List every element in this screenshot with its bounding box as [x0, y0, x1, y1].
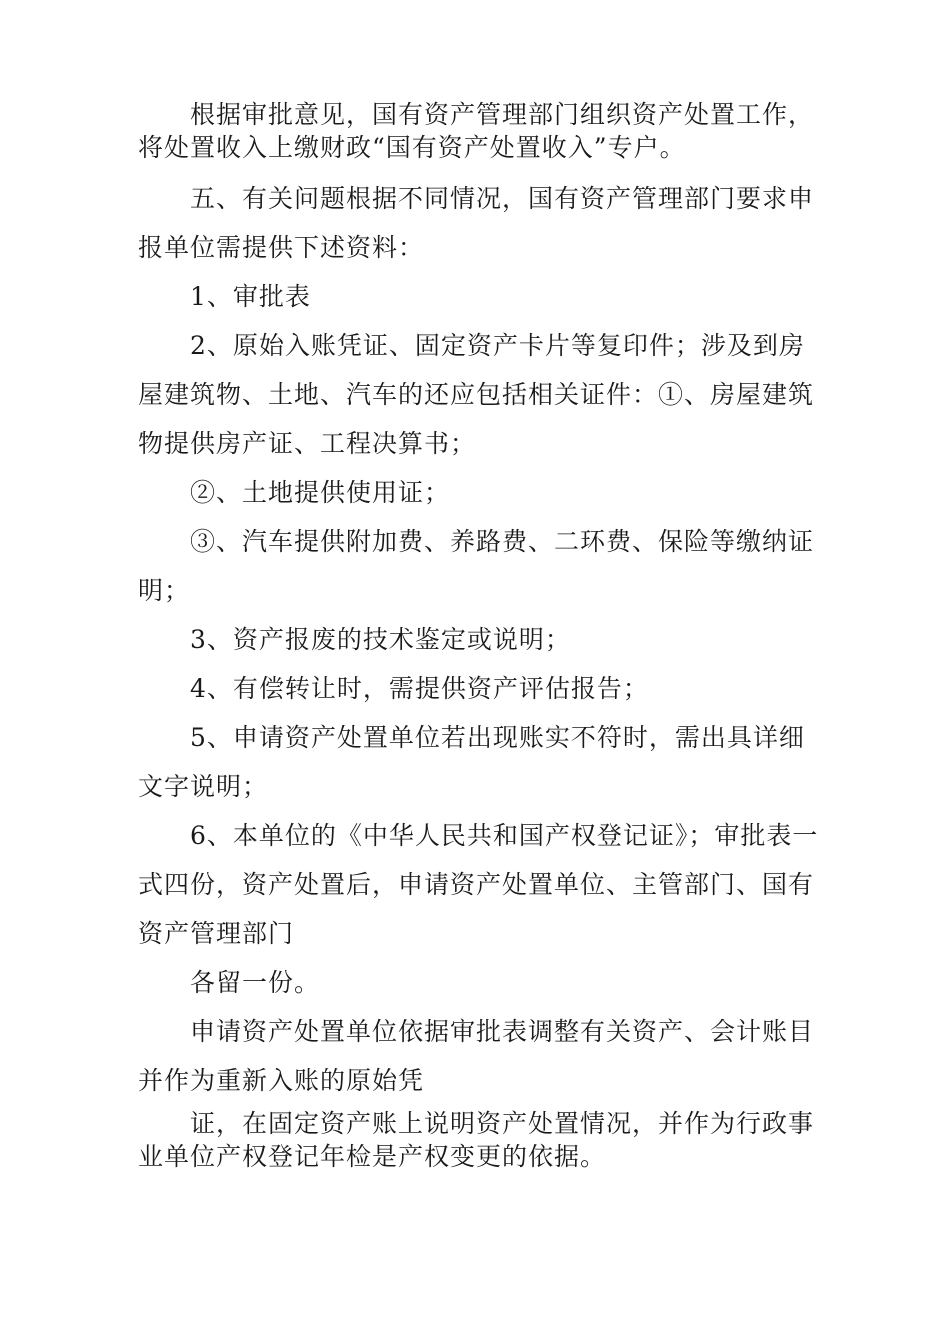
paragraph-adjust-accounts: 申请资产处置单位依据审批表调整有关资产、会计账目并作为重新入账的原始凭	[138, 1017, 815, 1095]
list-item-scrap-appraisal: 3、资产报废的技术鉴定或说明；	[190, 625, 571, 654]
list-item-land-certificate: ②、土地提供使用证；	[190, 478, 451, 507]
list-item-property-certificate: 6、本单位的《中华人民共和国产权登记证》；审批表一式四份，资产处置后，申请资产处置单位、主管部门、国有资产管理部门	[138, 821, 819, 948]
paragraph-copies-kept: 各留一份。	[190, 968, 321, 997]
document-body	[138, 98, 828, 1173]
list-item-valuation-report: 4、有偿转让时，需提供资产评估报告；	[190, 674, 649, 703]
list-item-discrepancy-note: 5、申请资产处置单位若出现账实不符时，需出具详细文字说明；	[138, 723, 805, 801]
list-item-approval-form: 1、审批表	[190, 282, 311, 311]
paragraph-registration-basis: 证，在固定资产账上说明资产处置情况，并作为行政事业单位产权登记年检是产权变更的依据。	[138, 1109, 815, 1171]
list-item-vehicle-proof: ③、汽车提供附加费、养路费、二环费、保险等缴纳证明；	[138, 527, 815, 605]
list-item-original-vouchers: 2、原始入账凭证、固定资产卡片等复印件；涉及到房屋建筑物、土地、汽车的还应包括相关证件：①、房屋建筑物提供房产证、工程决算书；	[138, 331, 815, 458]
paragraph-disposal-approval: 根据审批意见，国有资产管理部门组织资产处置工作，将处置收入上缴财政“国有资产处置收入”专户。	[138, 100, 815, 162]
paragraph-section-five: 五、有关问题根据不同情况，国有资产管理部门要求申报单位需提供下述资料：	[138, 184, 815, 262]
